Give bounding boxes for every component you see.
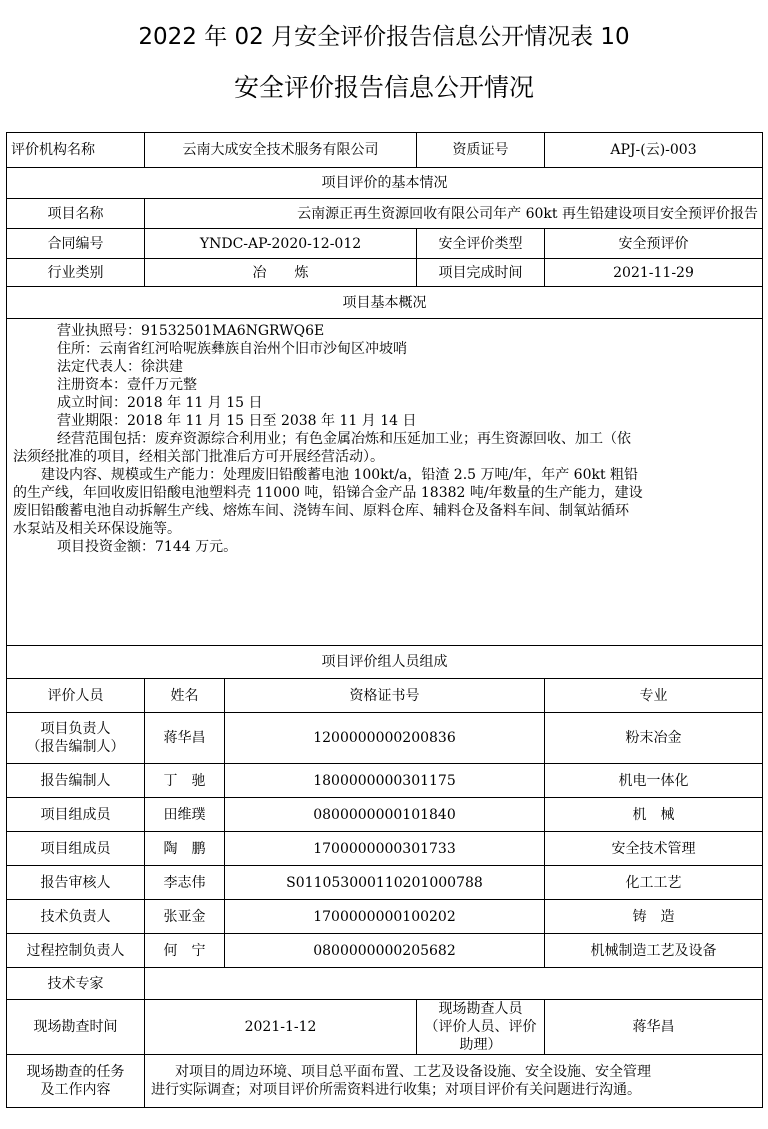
- survey-task-label: [7, 1055, 145, 1108]
- construction-line-1: 建设内容、规模或生产能力：处理废旧铅酸蓄电池 100kt/a，铅渣 2.5 万吨/年，年产 60kt 粗铅: [41, 467, 639, 483]
- survey-staff-label-line-2: （评价人员、评价助理）: [424, 1019, 537, 1053]
- survey-time-value: 2021-1-12: [145, 1000, 417, 1055]
- team-cert: 1200000000200836: [225, 713, 545, 764]
- established-line: 成立时间：2018 年 11 月 15 日: [57, 395, 263, 411]
- capital-line: 注册资本：壹仟万元整: [57, 377, 197, 393]
- team-cert: 1700000000301733: [225, 832, 545, 866]
- team-role: 项目组成员: [7, 798, 145, 832]
- construction-line-4: 水泵站及相关环保设施等。: [13, 521, 181, 537]
- team-name: 丁 驰: [145, 764, 225, 798]
- eval-type-value: 安全预评价: [545, 229, 763, 259]
- org-name: 云南大成安全技术服务有限公司: [145, 133, 417, 168]
- contract-label: 合同编号: [7, 229, 145, 259]
- team-major: 化工工艺: [545, 866, 763, 900]
- team-cert: 0800000000101840: [225, 798, 545, 832]
- team-major: 机 械: [545, 798, 763, 832]
- team-major: 安全技术管理: [545, 832, 763, 866]
- team-section-row: [7, 646, 763, 679]
- team-cert: 1700000000100202: [225, 900, 545, 934]
- team-role: 过程控制负责人: [7, 934, 145, 968]
- basic-section-title: 项目评价的基本情况: [7, 168, 763, 199]
- team-row: [7, 900, 763, 934]
- team-role: 技术负责人: [7, 900, 145, 934]
- scope-line-2: 法须经批准的项目，经相关部门批准后方可开展经营活动）。: [13, 449, 384, 465]
- team-role: [7, 713, 145, 764]
- team-header-cert: 资格证书号: [225, 679, 545, 713]
- overview-section-row: [7, 287, 763, 319]
- survey-task-line-2: 进行实际调查；对项目评价所需资料进行收集；对项目评价有关问题进行沟通。: [151, 1082, 641, 1098]
- industry-label: 行业类别: [7, 259, 145, 287]
- team-cert: 0800000000205682: [225, 934, 545, 968]
- disclosure-table: [6, 132, 763, 1108]
- team-header-major: 专业: [545, 679, 763, 713]
- survey-staff-label-line-1: 现场勘查人员: [438, 1001, 523, 1017]
- survey-staff-label: [417, 1000, 545, 1055]
- survey-time-row: [7, 1000, 763, 1055]
- legal-rep-line: 法定代表人：徐洪建: [57, 359, 183, 375]
- project-name-value: 云南源正再生资源回收有限公司年产 60kt 再生铅建设项目安全预评价报告: [145, 199, 763, 229]
- team-cert: S011053000110201000788: [225, 866, 545, 900]
- team-role: 报告编制人: [7, 764, 145, 798]
- survey-task-label-line-2: 及工作内容: [40, 1082, 111, 1098]
- org-row: [7, 133, 763, 168]
- contract-no: YNDC-AP-2020-12-012: [145, 229, 417, 259]
- team-role-line-2: （报告编制人）: [26, 739, 125, 755]
- team-name: 陶 鹏: [145, 832, 225, 866]
- team-name: 张亚金: [145, 900, 225, 934]
- basic-section-row: [7, 168, 763, 199]
- overview-row: [7, 319, 763, 646]
- team-row: [7, 798, 763, 832]
- overview-content: [7, 319, 763, 646]
- industry-row: [7, 259, 763, 287]
- expert-row: [7, 968, 763, 1000]
- project-name-label: 项目名称: [7, 199, 145, 229]
- team-major: 机电一体化: [545, 764, 763, 798]
- finish-label: 项目完成时间: [417, 259, 545, 287]
- expert-label: 技术专家: [7, 968, 145, 1000]
- address-line: 住所：云南省红河哈呢族彝族自治州个旧市沙甸区冲坡哨: [57, 341, 407, 357]
- org-label: 评价机构名称: [7, 133, 145, 168]
- survey-staff-value: 蒋华昌: [545, 1000, 763, 1055]
- cert-value: APJ-(云)-003: [545, 133, 763, 168]
- team-row: [7, 713, 763, 764]
- period-line: 营业期限：2018 年 11 月 15 日至 2038 年 11 月 14 日: [57, 413, 417, 429]
- team-name: 田维璞: [145, 798, 225, 832]
- investment-line: 项目投资金额：7144 万元。: [57, 539, 238, 555]
- cert-label: 资质证号: [417, 133, 545, 168]
- survey-time-label: 现场勘查时间: [7, 1000, 145, 1055]
- industry-value: 冶 炼: [145, 259, 417, 287]
- team-name: 何 宁: [145, 934, 225, 968]
- survey-task-line-1: 对项目的周边环境、项目总平面布置、工艺及设备设施、安全设施、安全管理: [175, 1064, 651, 1080]
- construction-line-3: 废旧铅酸蓄电池自动拆解生产线、熔炼车间、浇铸车间、原料仓库、辅料仓及备料车间、制氧站循环: [13, 503, 629, 519]
- team-section-title: 项目评价组人员组成: [7, 646, 763, 679]
- overview-section-title: 项目基本概况: [7, 287, 763, 319]
- team-major: 粉末冶金: [545, 713, 763, 764]
- survey-task-row: [7, 1055, 763, 1108]
- team-role: 报告审核人: [7, 866, 145, 900]
- team-name: 蒋华昌: [145, 713, 225, 764]
- team-cert: 1800000000301175: [225, 764, 545, 798]
- team-major: 铸 造: [545, 900, 763, 934]
- team-row: [7, 934, 763, 968]
- team-row: [7, 764, 763, 798]
- expert-value: [145, 968, 763, 1000]
- construction-line-2: 的生产线，年回收废旧铅酸电池塑料壳 11000 吨，铅锑合金产品 18382 吨/年数量的生产能力，建设: [13, 485, 643, 501]
- contract-row: [7, 229, 763, 259]
- document-title: 2022 年 02 月安全评价报告信息公开情况表 10: [138, 24, 630, 50]
- team-header-role: 评价人员: [7, 679, 145, 713]
- team-header-name: 姓名: [145, 679, 225, 713]
- team-name: 李志伟: [145, 866, 225, 900]
- team-role: 项目组成员: [7, 832, 145, 866]
- survey-task-label-line-1: 现场勘查的任务: [26, 1064, 125, 1080]
- team-major: 机械制造工艺及设备: [545, 934, 763, 968]
- team-row: [7, 832, 763, 866]
- document-subtitle: 安全评价报告信息公开情况: [233, 73, 534, 102]
- eval-type-label: 安全评价类型: [417, 229, 545, 259]
- survey-task-content: [145, 1055, 763, 1108]
- scope-line-1: 经营范围包括：废弃资源综合利用业；有色金属冶炼和压延加工业；再生资源回收、加工（依: [57, 431, 631, 447]
- team-row: [7, 866, 763, 900]
- license-line: 营业执照号：91532501MA6NGRWQ6E: [57, 323, 325, 339]
- project-name-row: [7, 199, 763, 229]
- team-role-line: 项目负责人: [40, 721, 111, 737]
- team-header-row: [7, 679, 763, 713]
- finish-value: 2021-11-29: [545, 259, 763, 287]
